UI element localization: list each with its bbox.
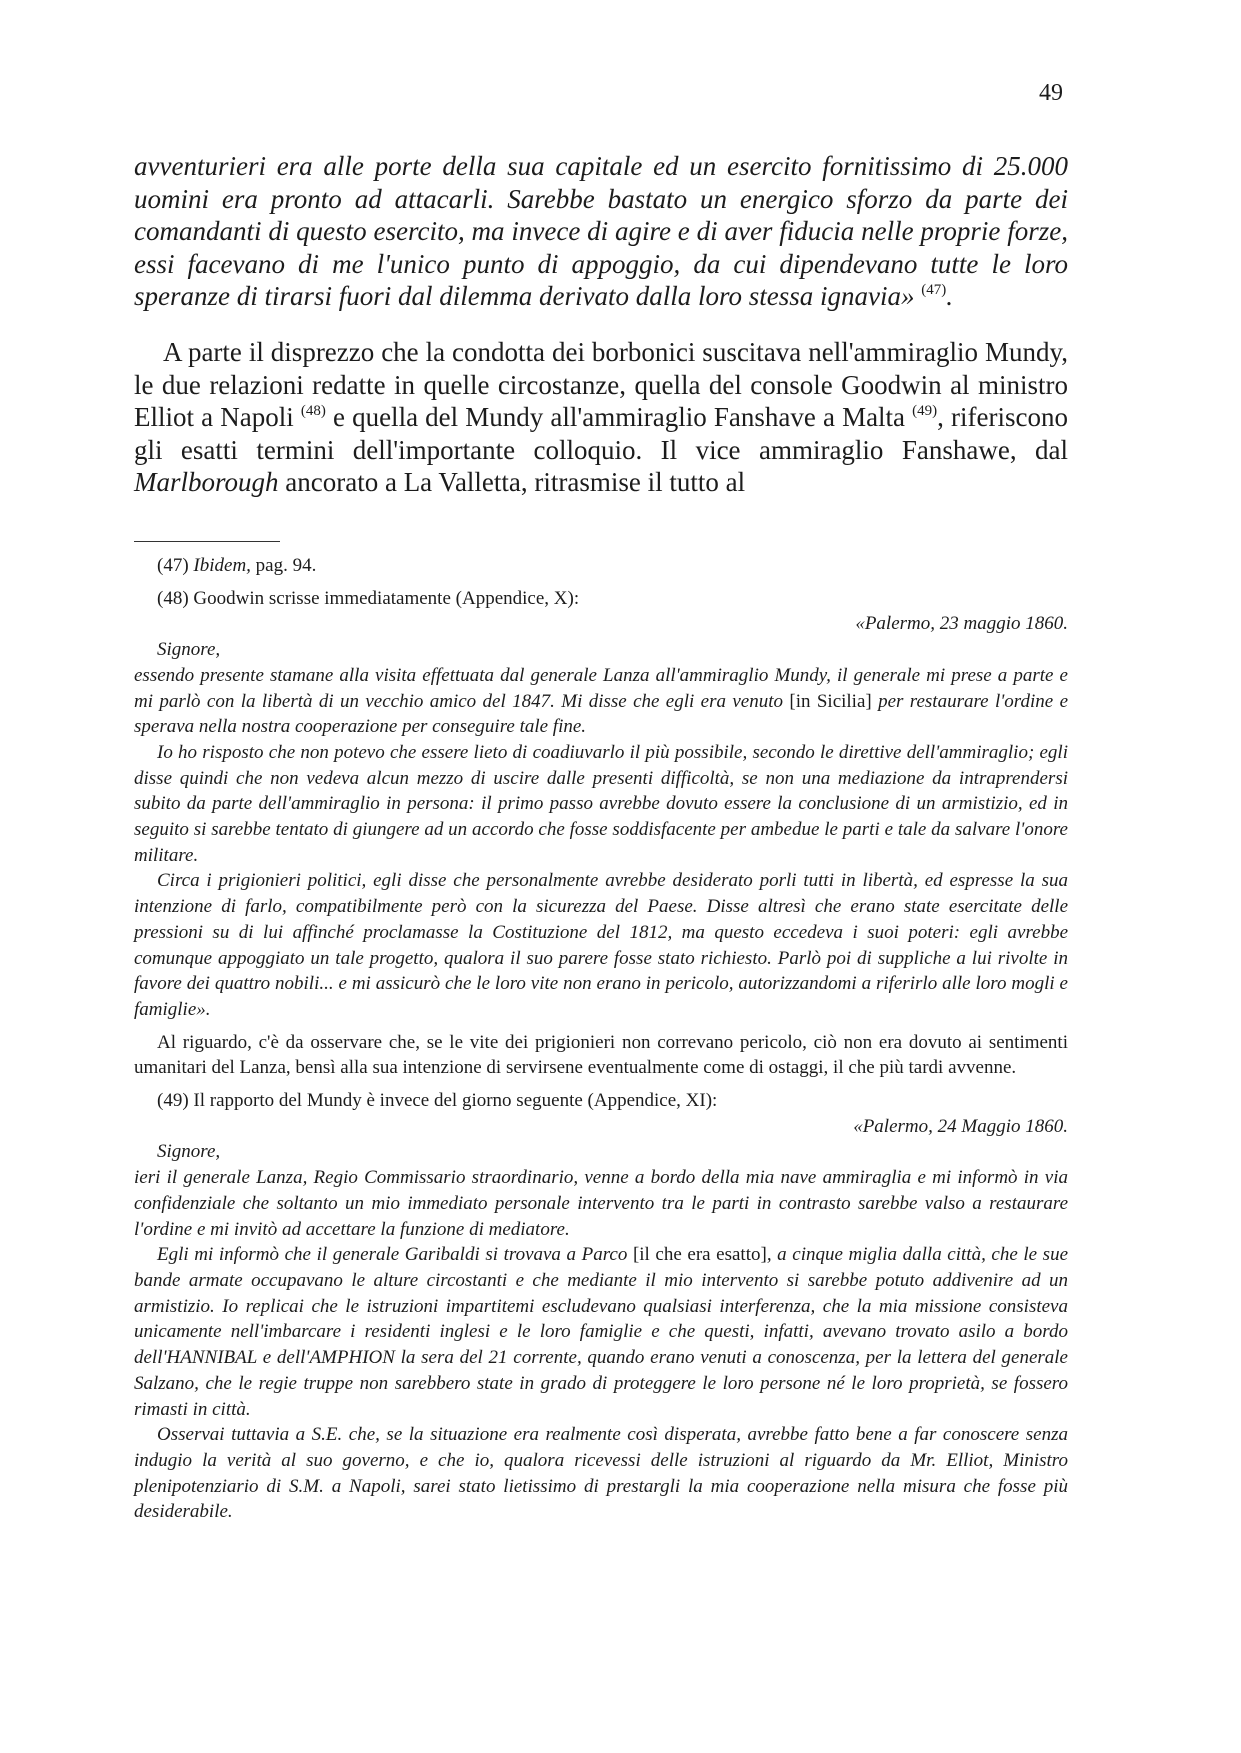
ship-name: Marlborough xyxy=(134,467,279,497)
footnote-48-paragraph-1 xyxy=(134,663,1068,740)
quote-end: . xyxy=(946,281,953,311)
footnote-49-salutation: Signore, xyxy=(157,1141,221,1163)
main-text-1: A parte il disprezzo che la condotta dei borbonici suscitava nell'ammiraglio Mundy, le due relazioni redatte in quelle circostanze, quella del console Goodwin al ministro Elliot a Napoli xyxy=(134,337,1068,432)
footnote-49-insert: [il che era esatto] xyxy=(632,1244,767,1266)
footnote-48-p1c: per restaurare l'ordine e sperava nella nostra cooperazione per conseguire tale fine. xyxy=(134,690,1069,738)
main-text-2: e quella del Mundy all'ammiraglio Fanshave a Malta xyxy=(325,402,913,432)
page-number: 49 xyxy=(1039,80,1063,106)
footnote-49-p2a: Egli mi informò che il generale Garibaldi si trovava a Parco xyxy=(157,1244,633,1266)
footnote-ref-49: (49) xyxy=(912,403,938,419)
footnote-48-salutation: Signore, xyxy=(157,639,221,661)
footnote-49-p2c: , a cinque miglia dalla città, che le sue bande armate occupavano le alture circostanti e che mediante il mio intervento si sarebbe potuto addivenire ad un armistizio. Io replicai che le istruzioni impartitemi escludevano qualsiasi interferenza, che la mia missione consisteva unicamente nell'imbarcare i residenti inglesi e le loro famiglie e che questi, infatti, avevano trovato asilo a bordo dell'HANNIBAL e dell'AMPHION la sera del 21 corrente, quando erano venuti a conoscenza, per la lettera del generale Salzano, che le regie truppe non sarebbero state in grado di proteggere le loro persone né le loro proprietà, se fossero rimasti in città. xyxy=(134,1244,1069,1420)
main-text-3: , riferiscono gli esatti termini dell'importante colloquio. Il vice ammiraglio Fanshawe, dal xyxy=(134,402,1068,465)
quote-continuation xyxy=(134,150,1068,313)
footnote-49-paragraph-2 xyxy=(134,1242,1068,1422)
footnote-47-text: pag. 94. xyxy=(255,555,317,576)
footnote-47 xyxy=(134,553,1068,579)
footnote-47-number: (47) xyxy=(157,555,189,576)
footnote-48-intro: (48) Goodwin scrisse immediatamente (Appendice, X): xyxy=(157,587,580,609)
footnote-separator xyxy=(134,541,280,542)
footnote-ref-48: (48) xyxy=(300,403,326,419)
footnotes xyxy=(134,553,1068,1525)
quote-paragraph xyxy=(134,150,1068,313)
quote-text: avventurieri era alle porte della sua capitale ed un esercito fornitissimo di 25.000 uomini era pronto ad attacarli. Sarebbe bastato un energico sforzo da parte dei comandanti di questo esercito, ma invece di agire e di aver fiducia nelle proprie forze, essi facevano di me l'unico punto di appoggio, da cui dipendevano tutte le loro speranze di tirarsi fuori dal dilemma derivato dalla loro stessa ignavia» xyxy=(134,151,1068,311)
footnote-49-intro: (49) Il rapporto del Mundy è invece del giorno seguente (Appendice, XI): xyxy=(157,1090,718,1112)
footnote-49-dateline: «Palermo, 24 Maggio 1860. xyxy=(853,1115,1068,1137)
footnote-48-dateline: «Palermo, 23 maggio 1860. xyxy=(855,613,1068,635)
footnote-48-paragraph-2: Io ho risposto che non potevo che essere lieto di coadiuvarlo il più possibile, secondo le direttive dell'ammiraglio; egli disse quindi che non vedeva alcun mezzo di uscire dalle presenti difficoltà, se non una mediazione da intraprendersi subito da parte dell'ammiraglio in persona: il primo passo avrebbe dovuto essere la conclusione di un armistizio, ed in seguito si sarebbe tentato di giungere ad un accordo che fosse soddisfacente per ambedue le parti e tale da salvare l'onore militare. xyxy=(134,741,1068,866)
footnote-48-insert: [in Sicilia] xyxy=(789,690,872,712)
footnote-48-paragraph-3: Circa i prigionieri politici, egli disse che personalmente avrebbe desiderato porli tutti in libertà, ed espresse la sua intenzione di farlo, compatibilmente però con la sicurezza del Paese. Disse altresì che erano state esercitate delle pressioni su di lui affinché proclamasse la Costituzione del 1812, ma questo eccedeva i suoi poteri: egli avrebbe comunque appoggiato un tale progetto, qualora il suo parere fosse stato richiesto. Parlò poi di suppliche a lui rivolte in favore dei quattro nobili... e mi assicurò che le loro vite non erano in pericolo, autorizzandomi a riferirlo alle loro mogli e famiglie». xyxy=(134,870,1068,1020)
footnote-ref-47: (47) xyxy=(921,282,947,298)
footnote-49-paragraph-3: Osservai tuttavia a S.E. che, se la situazione era realmente così disperata, avrebbe fatto bene a far conoscere senza indugio la verità al suo governo, e che io, qualora ricevessi delle istruzioni al riguardo da Mr. Elliot, Ministro plenipotenziario di S.M. a Napoli, sarei stato lietissimo di prestargli la mia cooperazione nella misura che fosse più desiderabile. xyxy=(134,1424,1068,1523)
footnote-47-ibidem: Ibidem, xyxy=(193,555,251,576)
main-paragraph xyxy=(134,336,1068,499)
footnote-49-paragraph-1: ieri il generale Lanza, Regio Commissario straordinario, venne a bordo della mia nave ammiraglia e mi informò in via confidenziale che soltanto un mio immediato personale intervento tra le parti in contrasto sarebbe valso a restaurare l'ordine e mi invitò ad accettare la funzione di mediatore. xyxy=(134,1167,1068,1240)
main-text-4: ancorato a La Valletta, ritrasmise il tutto al xyxy=(278,467,746,497)
footnote-48-p1a: essendo presente stamane alla visita effettuata dal generale Lanza all'ammiraglio Mundy, il generale mi prese a parte e mi parlò con la libertà di un vecchio amico del 1847. Mi disse che egli era venuto xyxy=(134,664,1068,712)
footnote-48-comment: Al riguardo, c'è da osservare che, se le vite dei prigionieri non correvano pericolo, ciò non era dovuto ai sentimenti umanitari del Lanza, bensì alla sua intenzione di servirsene eventualmente come di ostaggi, il che più tardi avvenne. xyxy=(134,1031,1068,1079)
main-paragraph-text xyxy=(134,336,1068,499)
